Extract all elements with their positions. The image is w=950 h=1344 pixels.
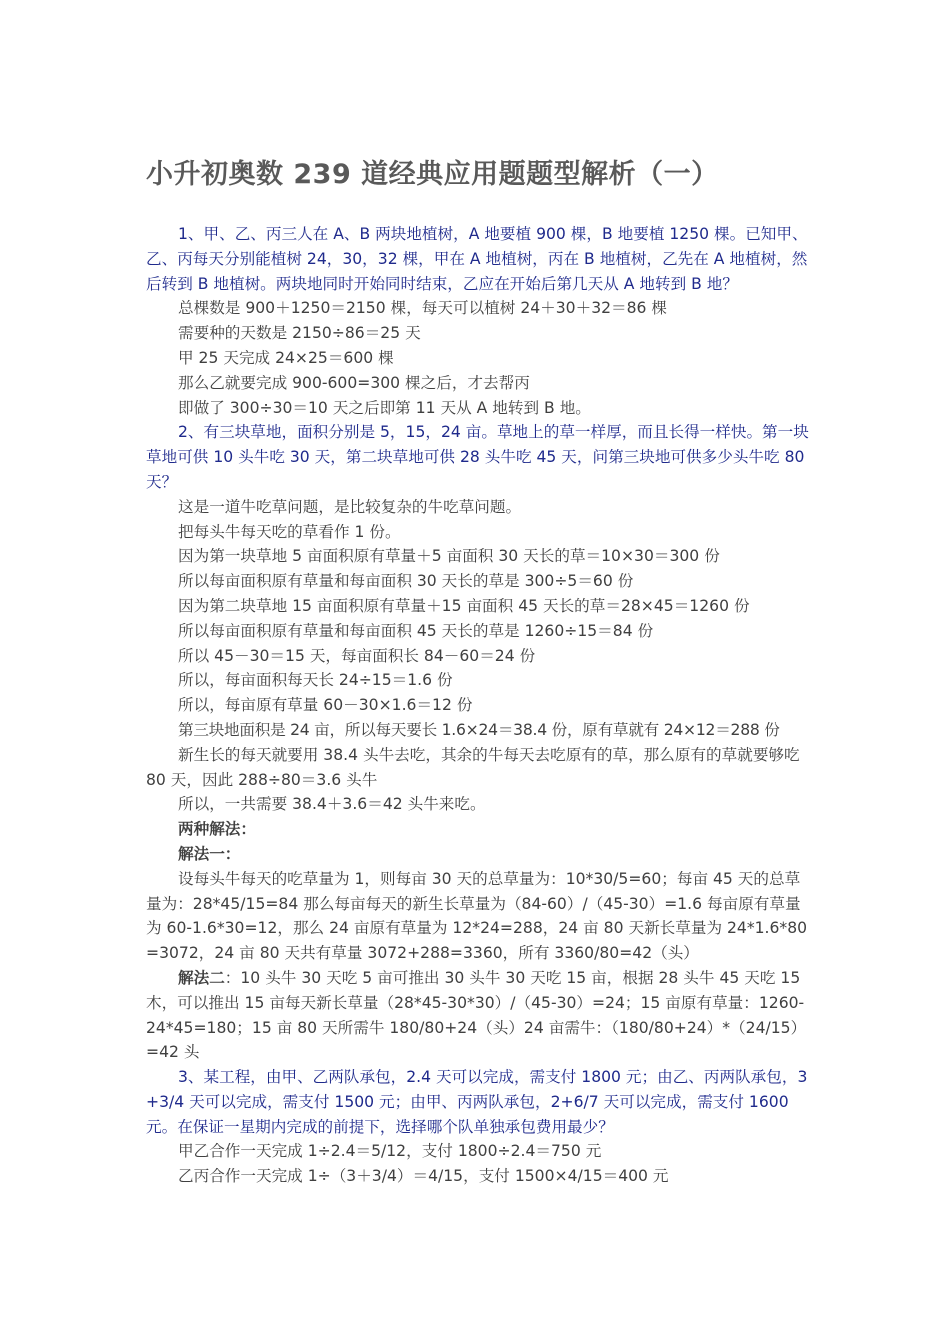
problem-1-question: 1、甲、乙、丙三人在 A、B 两块地植树，A 地要植 900 棵，B 地要植 1250 棵。已知甲、乙、丙每天分别能植树 24，30，32 棵，甲在 A 地植树，丙在 B 地植树，乙先在 A 地植树，然后转到 B 地植树。两块地同时开始同时结束，乙应在开始后第几天从 A 地转到 B 地？: [146, 225, 808, 293]
document-body: [146, 222, 814, 1189]
problem-1-line: 甲 25 天完成 24×25＝600 棵: [178, 348, 394, 367]
method-2-text: ：10 头牛 30 天吃 5 亩可推出 30 头牛 30 天吃 15 亩，根据 28 头牛 45 天吃 15 木，可以推出 15 亩每天新长草量（28*45-30*30）/（45-30）=24；15 亩原有草量：1260-24*45=180；15 亩 80 天所需牛 180/80+24（头）24 亩需牛：（180/80+24）*（24/15）=42 头: [146, 968, 807, 1062]
problem-2-question: 2、有三块草地，面积分别是 5，15，24 亩。草地上的草一样厚，而且长得一样快。第一块草地可供 10 头牛吃 30 天，第二块草地可供 28 头牛吃 45 天，问第三块地可供多少头牛吃 80 天？: [146, 423, 809, 491]
problem-2-line: 因为第二块草地 15 亩面积原有草量＋15 亩面积 45 天长的草＝28×45＝1260 份: [178, 596, 750, 615]
problem-1-line: 那么乙就要完成 900-600=300 棵之后，才去帮丙: [178, 373, 530, 392]
problem-1-line: 总棵数是 900＋1250＝2150 棵，每天可以植树 24＋30＋32＝86 棵: [178, 299, 668, 318]
problem-2-line: 第三块地面积是 24 亩，所以每天要长 1.6×24＝38.4 份，原有草就有 24×12＝288 份: [178, 720, 780, 739]
problem-3-line: 乙丙合作一天完成 1÷（3＋3/4）＝4/15，支付 1500×4/15＝400 元: [178, 1167, 669, 1186]
problem-3-line: 甲乙合作一天完成 1÷2.4＝5/12，支付 1800÷2.4＝750 元: [178, 1142, 602, 1161]
problem-2-line: 所以，每亩面积每天长 24÷15＝1.6 份: [178, 671, 453, 690]
page-title: 小升初奥数 239 道经典应用题题型解析（一）: [146, 159, 719, 190]
problem-2-line: 所以每亩面积原有草量和每亩面积 30 天长的草是 300÷5＝60 份: [178, 572, 634, 591]
problem-1-line: 需要种的天数是 2150÷86＝25 天: [178, 324, 421, 343]
problem-2-line: 把每头牛每天吃的草看作 1 份。: [178, 522, 401, 541]
problem-2-line: 因为第一块草地 5 亩面积原有草量＋5 亩面积 30 天长的草＝10×30＝300 份: [178, 547, 720, 566]
methods-heading: 两种解法：: [178, 820, 256, 839]
method-2-paragraph: [146, 966, 814, 1065]
problem-2-line: 这是一道牛吃草问题，是比较复杂的牛吃草问题。: [178, 497, 522, 516]
problem-2-line: 所以，每亩原有草量 60－30×1.6＝12 份: [178, 696, 473, 715]
problem-3-question: 3、某工程，由甲、乙两队承包，2.4 天可以完成，需支付 1800 元；由乙、丙两队承包，3+3/4 天可以完成，需支付 1500 元；由甲、丙两队承包，2+6/7 天可以完成，需支付 1600 元。在保证一星期内完成的前提下，选择哪个队单独承包费用最少？: [146, 1068, 808, 1136]
problem-2-line: 所以 45－30＝15 天，每亩面积长 84－60＝24 份: [178, 646, 536, 665]
method-1-text: 设每头牛每天的吃草量为 1，则每亩 30 天的总草量为：10*30/5=60；每亩 45 天的总草量为：28*45/15=84 那么每亩每天的新生长草量为（84-60）/（45-30）=1.6 每亩原有草量为 60-1.6*30=12，那么 24 亩原有草量为 12*24=288，24 亩 80 天新长草量为 24*1.6*80=3072，24 亩 80 天共有草量 3072+288=3360，所有 3360/80=42（头）: [146, 869, 808, 963]
method-2-heading: 解法二: [178, 968, 225, 987]
method-1-heading: 解法一：: [178, 844, 241, 863]
problem-2-line: 所以，一共需要 38.4＋3.6＝42 头牛来吃。: [178, 795, 486, 814]
problem-2-line: 新生长的每天就要用 38.4 头牛去吃，其余的牛每天去吃原有的草，那么原有的草就要够吃 80 天，因此 288÷80＝3.6 头牛: [146, 745, 800, 789]
problem-1-line: 即做了 300÷30＝10 天之后即第 11 天从 A 地转到 B 地。: [178, 398, 591, 417]
problem-2-line: 所以每亩面积原有草量和每亩面积 45 天长的草是 1260÷15＝84 份: [178, 621, 654, 640]
